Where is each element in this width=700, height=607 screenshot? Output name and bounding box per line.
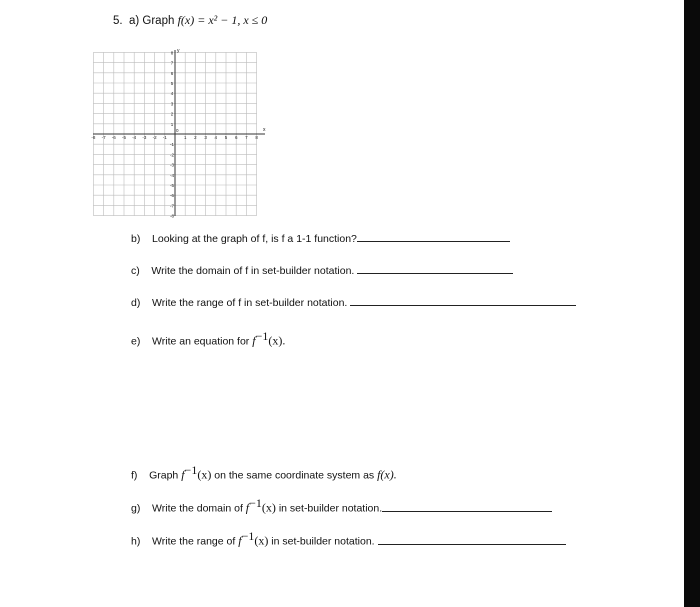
- answer-blank-b[interactable]: [357, 233, 510, 242]
- question-h: h) Write the range of $f^{-1}(x)$ in set-builder notation.: [131, 529, 566, 549]
- answer-blank-g[interactable]: [382, 503, 552, 512]
- problem-title: [113, 13, 267, 28]
- axes: [93, 50, 265, 216]
- question-d: d) Write the range of f in set-builder notation.: [131, 297, 576, 309]
- question-b: b) Looking at the graph of f, is f a 1-1 function?: [131, 233, 510, 245]
- coordinate-grid: [93, 46, 273, 218]
- y-tick-label: 3: [170, 101, 174, 107]
- x-tick-label: 5: [224, 135, 228, 140]
- screen-edge: [684, 0, 700, 607]
- part-a-label: a) Graph: [128, 15, 175, 27]
- x-tick-label: -5: [121, 135, 127, 140]
- question-g: g) Write the domain of $f^{-1}(x)$ in set-builder notation.: [131, 496, 552, 516]
- x-tick-label: 2: [194, 135, 197, 140]
- y-tick-label: 6: [170, 70, 174, 76]
- question-f: f) Graph $f^{-1}(x)$ on the same coordinate system as f(x).: [131, 463, 397, 482]
- x-tick-label: 8: [255, 135, 258, 140]
- x-tick-label: -6: [111, 135, 116, 140]
- x-tick-label: 3: [204, 135, 207, 140]
- y-tick-label: -2: [169, 152, 175, 158]
- x-tick-label: 6: [234, 135, 238, 140]
- y-tick-label: -3: [169, 162, 175, 168]
- answer-blank-c[interactable]: [357, 265, 513, 274]
- problem-number: 5.: [113, 15, 123, 27]
- y-axis-label: y: [177, 48, 180, 54]
- y-tick-label: -7: [169, 203, 175, 209]
- y-tick-label: -6: [169, 193, 175, 199]
- y-tick-label: 2: [170, 111, 174, 117]
- y-tick-label: 7: [170, 60, 174, 66]
- question-c: c) Write the domain of f in set-builder notation.: [131, 265, 513, 277]
- x-tick-label: -2: [152, 135, 157, 140]
- x-tick-label: -7: [101, 135, 106, 140]
- x-tick-label: 7: [245, 135, 248, 140]
- x-tick-label: -1: [162, 135, 167, 140]
- x-axis-label: x: [263, 127, 266, 133]
- y-tick-label: -8: [169, 213, 175, 219]
- y-tick-label: -1: [169, 142, 175, 148]
- answer-blank-h[interactable]: [378, 536, 566, 545]
- y-tick-label: -4: [169, 172, 175, 178]
- x-tick-label: -8: [91, 135, 96, 140]
- y-tick-label: 1: [170, 121, 174, 127]
- x-tick-label: -4: [132, 135, 137, 140]
- y-tick-label: 5: [170, 81, 174, 86]
- x-tick-label: -3: [142, 135, 147, 140]
- y-tick-label: 8: [170, 50, 174, 56]
- x-tick-label: 1: [183, 135, 187, 140]
- y-tick-label: 4: [170, 91, 174, 97]
- question-e: e) Write an equation for $f^{-1}(x)$.: [131, 329, 286, 348]
- origin-label: 0: [176, 128, 179, 133]
- answer-blank-d[interactable]: [350, 297, 576, 306]
- function-expression: f(x) = x² − 1, x ≤ 0: [177, 13, 268, 27]
- y-tick-label: -5: [169, 183, 175, 188]
- x-tick-label: 4: [214, 135, 218, 140]
